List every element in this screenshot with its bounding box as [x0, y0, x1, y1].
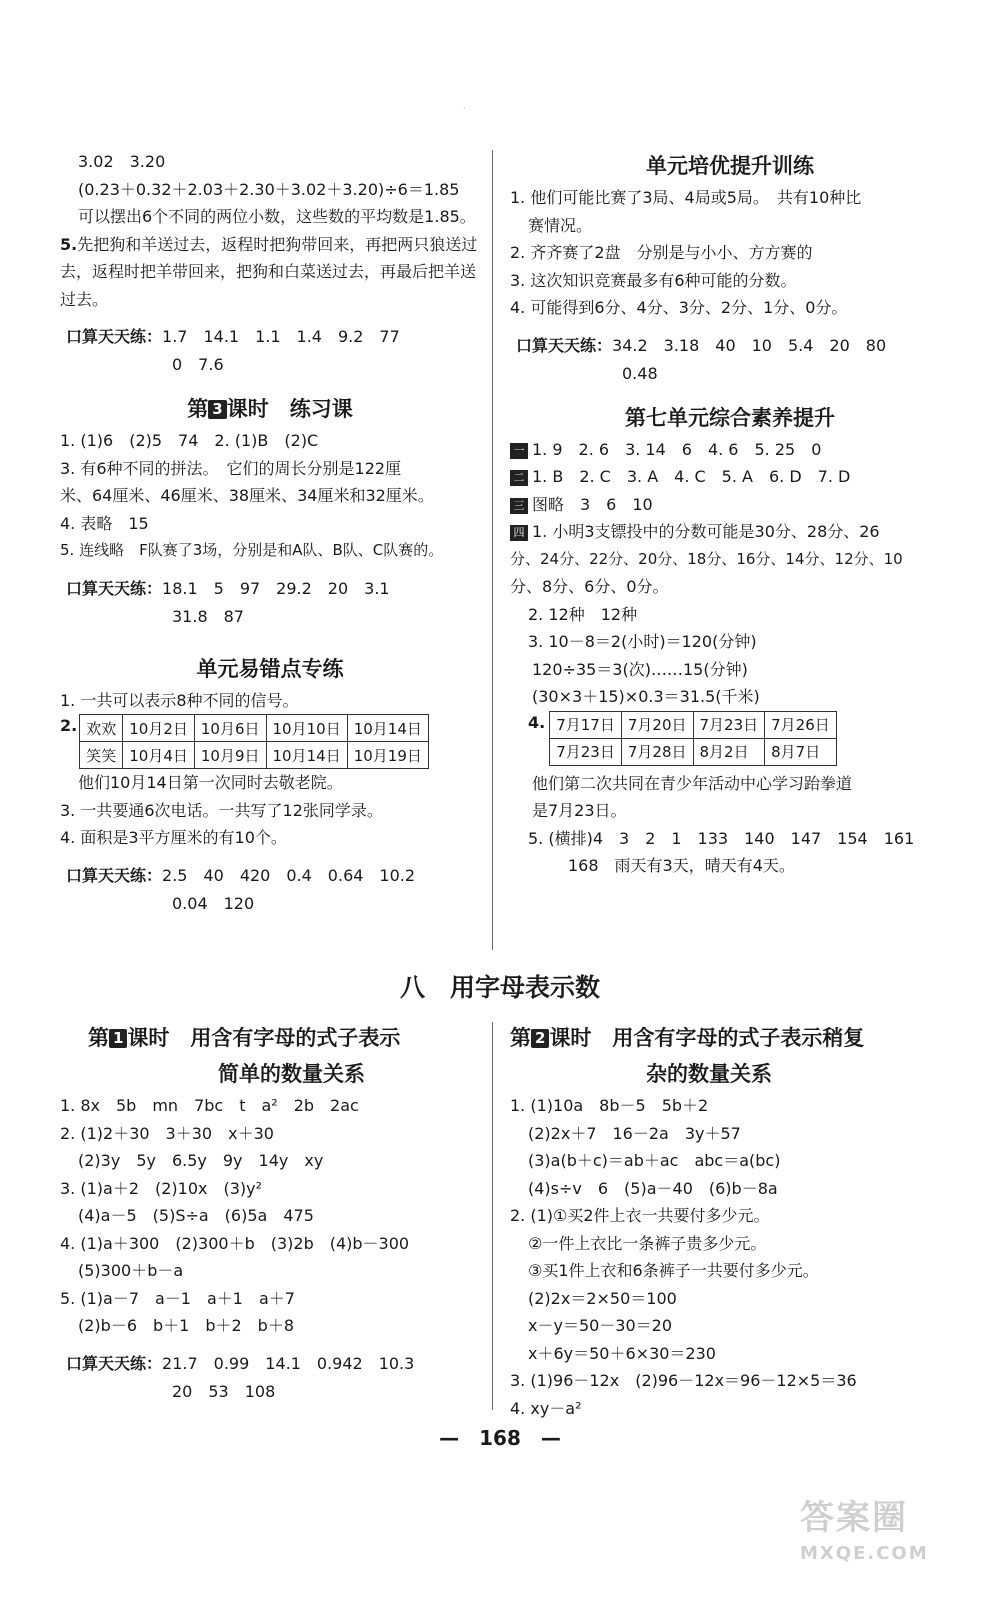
- advanced-training-heading: 单元培优提升训练: [646, 153, 814, 178]
- answer-line: 120÷35＝3(次)……15(分钟): [532, 659, 748, 679]
- answer-line: ②一件上衣比一条裤子贵多少元。: [528, 1233, 767, 1253]
- question-4: [510, 711, 950, 766]
- section-mark: 三: [510, 498, 528, 514]
- answer-line: 分、24分、22分、20分、18分、16分、14分、12分、10: [510, 549, 903, 568]
- table-row: [550, 711, 837, 738]
- question-number: 5.: [60, 234, 78, 254]
- answer-line: 1. 一共可以表示8种不同的信号。: [60, 690, 299, 710]
- answer-line: 2. 12种 12种: [528, 604, 638, 624]
- answer-line: x＋6y＝50＋6×30＝230: [528, 1343, 716, 1363]
- mental-math-values-cont: 0 7.6: [172, 355, 224, 374]
- bottom-right-column: [510, 1020, 950, 1422]
- mental-math-label: 口算天天练：: [516, 335, 613, 355]
- heading-prefix: 第: [88, 1025, 109, 1050]
- answer-line: (2)2x＝2×50＝100: [528, 1288, 677, 1308]
- answer-line: (4)a－5 (5)S÷a (6)5a 475: [78, 1206, 314, 1225]
- lesson-2-heading: [510, 1020, 950, 1056]
- answer-line: 4. (1)a＋300 (2)300＋b (3)2b (4)b－300: [60, 1233, 410, 1253]
- right-column: [510, 148, 950, 880]
- table-cell: 7月23日: [693, 711, 765, 738]
- section-mark: 四: [510, 525, 528, 541]
- answer-line: 2. (1)2＋30 3＋30 x＋30: [60, 1123, 274, 1143]
- table-cell: 10月4日: [123, 742, 195, 769]
- table-cell: 7月17日: [550, 711, 622, 738]
- answer-line: 5. (1)a－7 a－1 a＋1 a＋7: [60, 1288, 295, 1308]
- mental-math-values: 18.1 5 97 29.2 20 3.1: [162, 578, 390, 598]
- answer-line: 3. 有6种不同的拼法。 它们的周长分别是122厘: [60, 458, 402, 478]
- answer-line: 2. (1)①买2件上衣一共要付多少元。: [510, 1206, 770, 1225]
- answer-line: (4)s÷v 6 (5)a－40 (6)b－8a: [528, 1178, 778, 1198]
- question-number: 2.: [60, 716, 78, 735]
- answer-line: 3. (1)96－12x (2)96－12x＝96－12×5＝36: [510, 1371, 857, 1390]
- heading-prefix: 第: [187, 396, 209, 421]
- lesson-number-badge: 3: [208, 400, 226, 419]
- column-divider: [492, 150, 493, 950]
- table-cell: 10月6日: [194, 715, 266, 742]
- answer-line: 分、8分、6分、0分。: [510, 577, 669, 596]
- answer-line: 1. (1)10a 8b－5 5b＋2: [510, 1096, 709, 1115]
- table-cell: 10月2日: [123, 715, 195, 742]
- question-5: [60, 231, 480, 314]
- answer-line: 2. 齐齐赛了2盘 分别是与小小、方方赛的: [510, 243, 813, 262]
- answer-line: 赛情况。: [528, 215, 593, 235]
- table-cell: 10月19日: [347, 742, 428, 769]
- left-column: [60, 148, 480, 918]
- mental-math-values-cont: 20 53 108: [172, 1381, 276, 1401]
- answer-line: 3. 一共要通6次电话。一共写了12张同学录。: [60, 800, 383, 820]
- mental-math-values: 34.2 3.18 40 10 5.4 20 80: [612, 335, 887, 355]
- answer-line: x－y＝50－30＝20: [528, 1316, 673, 1335]
- heading-text: 课时 练习课: [226, 396, 353, 421]
- answer-line: [510, 463, 950, 491]
- answer-line: 3. 10－8＝2(小时)＝120(分钟): [528, 632, 757, 651]
- table-cell: 7月23日: [550, 738, 622, 765]
- lesson-1-heading-line2: 简单的数量关系: [218, 1061, 365, 1086]
- lesson-number-badge: 2: [531, 1029, 549, 1048]
- mental-math-block: [60, 575, 480, 631]
- table-row: [80, 742, 429, 769]
- answer-line: ③买1件上衣和6条裤子一共要付多少元。: [528, 1261, 819, 1280]
- answer-line: 1. 8x 5b mn 7bc t a² 2b 2ac: [60, 1096, 359, 1115]
- date-table: [549, 711, 837, 766]
- question-number: 4.: [528, 712, 546, 732]
- answer-line: [510, 491, 950, 519]
- answer-line: 4. 表略 15: [60, 513, 149, 533]
- heading-text: 课时 用含有字母的式子表示稍复: [549, 1025, 865, 1050]
- answer-line: 4. 面积是3平方厘米的有10个。: [60, 828, 287, 847]
- answer-line: 5. 连线略 F队赛了3场，分别是和A队、B队、C队赛的。: [60, 541, 444, 559]
- error-drill-heading: 单元易错点专练: [196, 655, 344, 681]
- answer-text: 1. 小明3支镖投中的分数可能是30分、28分、26: [532, 522, 880, 541]
- table-cell: 7月20日: [621, 711, 693, 738]
- mental-math-values-cont: 0.04 120: [172, 893, 255, 913]
- mental-math-values: 2.5 40 420 0.4 0.64 10.2: [162, 865, 416, 885]
- watermark-url: MXQE.COM: [800, 1543, 929, 1564]
- question-2: [60, 714, 480, 769]
- table-cell: 8月7日: [765, 738, 837, 765]
- answer-line: [510, 518, 950, 546]
- answer-text: 1. B 2. C 3. A 4. C 5. A 6. D 7. D: [532, 467, 851, 486]
- answer-line: 4. xy－a²: [510, 1398, 582, 1418]
- answer-line: 4. 可能得到6分、4分、3分、2分、1分、0分。: [510, 298, 848, 317]
- mental-math-block: [510, 332, 950, 388]
- answer-line: 米、64厘米、46厘米、38厘米、34厘米和32厘米。: [60, 486, 434, 505]
- answer-line: (5)300＋b－a: [78, 1261, 184, 1280]
- lesson-2-heading-line2: 杂的数量关系: [646, 1061, 772, 1086]
- table-cell: 欢欢: [80, 715, 123, 742]
- mental-math-block: [60, 862, 480, 918]
- table-cell: 10月10日: [266, 715, 347, 742]
- answer-line: 1. (1)6 (2)5 74 2. (1)B (2)C: [60, 431, 319, 450]
- mental-math-values: 1.7 14.1 1.1 1.4 9.2 77: [162, 327, 400, 346]
- watermark-logo: [800, 1490, 980, 1580]
- section-mark: 二: [510, 470, 528, 486]
- answer-line: 168 雨天有3天，晴天有4天。: [568, 856, 795, 875]
- schedule-table: [79, 714, 429, 769]
- answer-line: 是7月23日。: [532, 801, 627, 820]
- lesson-number-badge: 1: [109, 1029, 127, 1048]
- mental-math-block: [60, 323, 480, 379]
- answer-line: (3)a(b＋c)＝ab＋ac abc＝a(bc): [528, 1151, 781, 1170]
- column-divider: [492, 1022, 493, 1410]
- table-cell: 8月2日: [693, 738, 765, 765]
- table-cell: 7月26日: [765, 711, 837, 738]
- answer-line: 他们10月14日第一次同时去敬老院。: [78, 773, 343, 792]
- heading-text: 课时 用含有字母的式子表示: [127, 1025, 401, 1050]
- mental-math-block: [60, 1350, 480, 1406]
- bottom-left-column: [60, 1020, 480, 1406]
- lesson-1-heading: [60, 1020, 480, 1056]
- table-cell: 笑笑: [80, 742, 123, 769]
- answer-line: 3. 这次知识竞赛最多有6种可能的分数。: [510, 270, 797, 290]
- table-row: [80, 715, 429, 742]
- table-cell: 10月9日: [194, 742, 266, 769]
- answer-text: 图略 3 6 10: [532, 494, 653, 514]
- answer-line: (2)2x＋7 16－2a 3y＋57: [528, 1123, 741, 1143]
- answer-line: 3.02 3.20: [78, 152, 166, 171]
- question-text: 先把狗和羊送过去，返程时把狗带回来，再把两只狼送过去，返程时把羊带回来，把狗和白菜送过去，再最后把羊送过去。: [60, 234, 478, 309]
- lesson-3-heading: [60, 391, 480, 427]
- answer-line: (2)b－6 b＋1 b＋2 b＋8: [78, 1316, 295, 1335]
- answer-line: [510, 436, 950, 464]
- mental-math-label: 口算天天练：: [66, 578, 163, 598]
- answer-line: 5. (横排)4 3 2 1 133 140 147 154 161: [528, 828, 915, 848]
- mental-math-label: 口算天天练：: [66, 1353, 163, 1373]
- mental-math-values-cont: 0.48: [622, 363, 658, 383]
- answer-line: (0.23＋0.32＋2.03＋2.30＋3.02＋3.20)÷6＝1.85: [78, 179, 460, 199]
- answer-line: 3. (1)a＋2 (2)10x (3)y²: [60, 1178, 263, 1198]
- page-number: — 168 —: [439, 1426, 561, 1450]
- answer-text: 1. 9 2. 6 3. 14 6 4. 6 5. 25 0: [532, 439, 822, 459]
- heading-prefix: 第: [510, 1025, 531, 1050]
- mental-math-label: 口算天天练：: [66, 327, 163, 346]
- section-mark: 一: [510, 443, 528, 459]
- table-cell: 10月14日: [347, 715, 428, 742]
- section-title: 八 用字母表示数: [399, 973, 600, 1002]
- table-cell: 10月14日: [266, 742, 347, 769]
- mental-math-label: 口算天天练：: [66, 865, 163, 885]
- answer-line: 他们第二次共同在青少年活动中心学习跆拳道: [532, 773, 853, 793]
- mental-math-values: 21.7 0.99 14.1 0.942 10.3: [162, 1353, 415, 1373]
- answer-line: 1. 他们可能比赛了3局、4局或5局。 共有10种比: [510, 188, 862, 207]
- answer-line: 可以摆出6个不同的两位小数，这些数的平均数是1.85。: [78, 207, 476, 226]
- top-mark: ·: [463, 104, 466, 113]
- watermark-text: 答案圈: [800, 1498, 908, 1538]
- table-cell: 7月28日: [621, 738, 693, 765]
- table-row: [550, 738, 837, 765]
- answer-line: (2)3y 5y 6.5y 9y 14y xy: [78, 1151, 324, 1170]
- answer-line: (30×3＋15)×0.3＝31.5(千米): [532, 687, 760, 706]
- mental-math-values-cont: 31.8 87: [172, 606, 244, 626]
- unit7-review-heading: 第七单元综合素养提升: [625, 404, 835, 430]
